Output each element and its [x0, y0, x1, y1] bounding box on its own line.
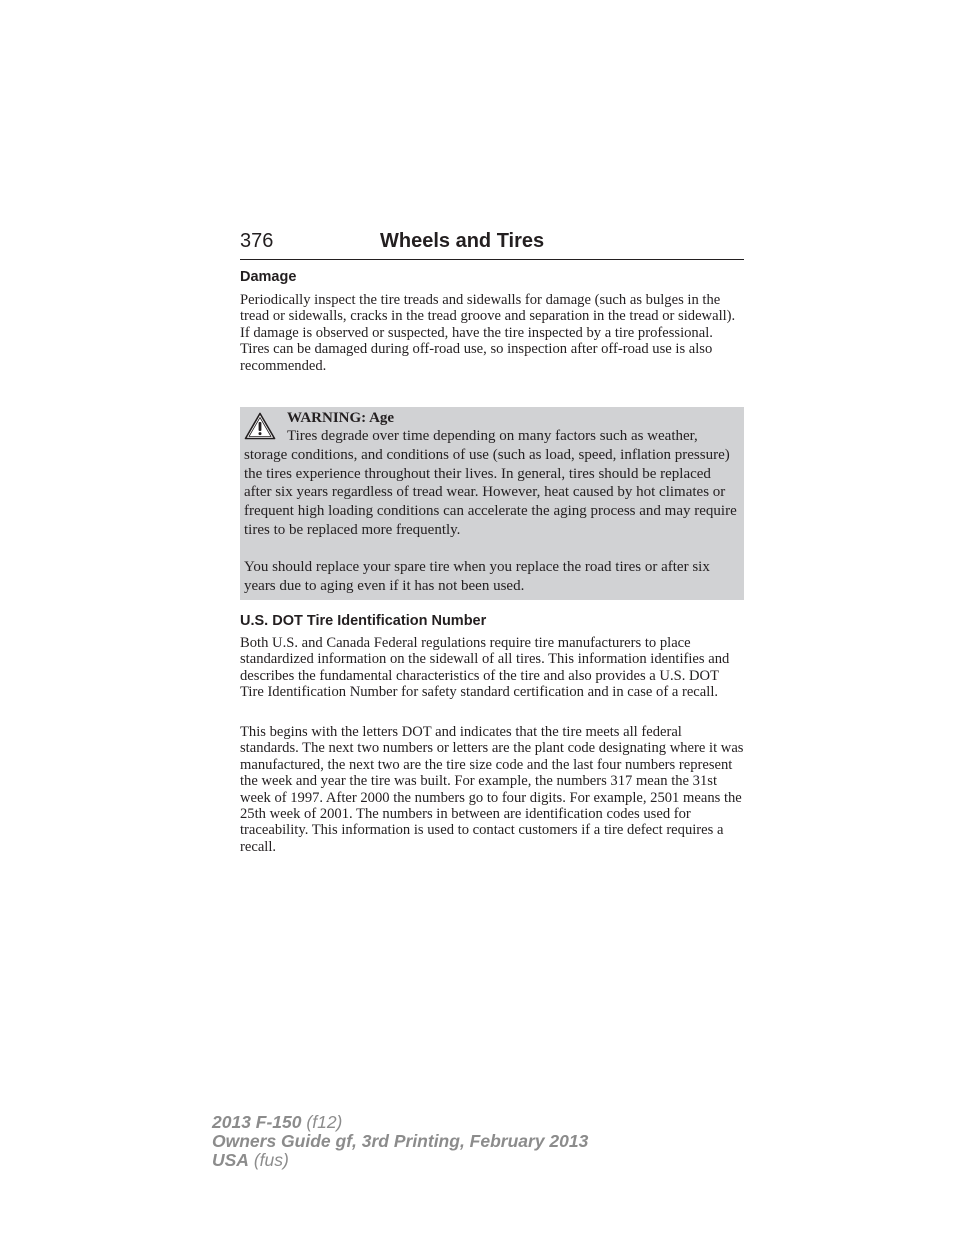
- footer-line-2: Owners Guide gf, 3rd Printing, February 2013: [212, 1131, 589, 1151]
- footer-model: 2013 F-150: [212, 1112, 302, 1132]
- warning-paragraph-2: You should replace your spare tire when you replace the road tires or after six years due to aging even if it has not been used.: [244, 559, 710, 594]
- damage-paragraph: Periodically inspect the tire treads and sidewalls for damage (such as bulges in the tread or sidewalls, cracks in the tread groove and separation in the tread or sidewall). If damage is observed or suspected, have the tire inspected by a tire professional. Tires can be damaged during off-road use, so inspection after off-road use is also recommended.: [240, 292, 736, 374]
- dot-paragraph-2: This begins with the letters DOT and indicates that the tire meets all federal standards. The next two numbers or letters are the plant code designating where it was manufactured, the next two are the tire size code and the last four numbers represent the week and year the tire was built. For example, the numbers 317 mean the 31st week of 1997. After 2000 the numbers go to four digits. For example, 2501 means the 25th week of 2001. The numbers in between are identification codes used for traceability. This information is used to contact customers if a tire defect requires a recall.: [240, 724, 744, 855]
- dot-heading: U.S. DOT Tire Identification Number: [240, 613, 487, 629]
- warning-title: WARNING: Age: [287, 410, 395, 426]
- section-title: Wheels and Tires: [380, 230, 545, 252]
- warning-paragraph-1: Tires degrade over time depending on many factors such as weather, storage conditions, and conditions of use (such as load, speed, inflation pressure) the tires experience throughout their lives. In general, tires should be replaced after six years regardless of tread wear. However, heat caused by hot climates or frequent high loading conditions can accelerate the aging process and may require tires to be replaced more frequently.: [244, 428, 737, 538]
- warning-box: [240, 407, 744, 600]
- dot-paragraph-1: Both U.S. and Canada Federal regulations require tire manufacturers to place standardized information on the sidewall of all tires. This information identifies and describes the fundamental characteristics of the tire and also provides a U.S. DOT Tire Identification Number for safety standard certification and in case of a recall.: [240, 635, 730, 701]
- damage-heading: Damage: [240, 269, 297, 285]
- footer-market-code: (fus): [253, 1150, 289, 1170]
- page-number: 376: [240, 230, 274, 252]
- footer-model-code: (f12): [306, 1112, 343, 1132]
- footer: [212, 1113, 588, 1170]
- footer-market: USA: [212, 1150, 249, 1170]
- page-header: [240, 229, 744, 260]
- footer-line-3: [212, 1151, 588, 1170]
- footer-line-1: [212, 1113, 588, 1132]
